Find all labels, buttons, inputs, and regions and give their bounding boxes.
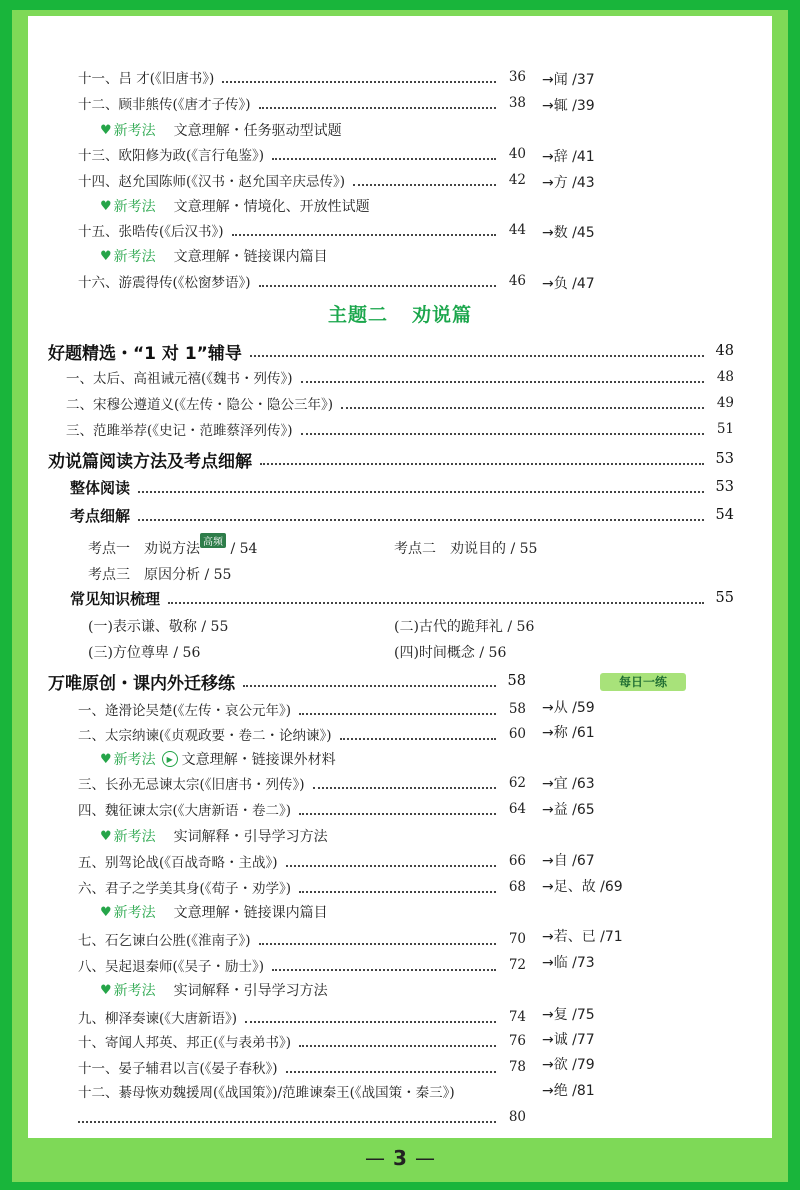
lightbulb-icon: ♥ <box>100 248 112 264</box>
entry-title: 一、太后、高祖诫元禧(《魏书・列传》) <box>66 371 293 387</box>
entry-page: 68 <box>508 879 526 895</box>
toc-entry[interactable] <box>78 850 526 872</box>
entry-title: 七、石乞谏白公胜(《淮南子》) <box>78 933 251 949</box>
dot-leader <box>232 224 496 236</box>
dot-leader <box>243 675 496 687</box>
dot-leader <box>260 453 704 465</box>
entry-title: 十六、游震得传(《松窗梦语》) <box>78 275 251 291</box>
toc-entry[interactable] <box>66 392 734 414</box>
answer-link[interactable]: →绝 /81 <box>542 1083 595 1099</box>
new-method-badge: ♥ 新考法 <box>100 751 156 768</box>
entry-page: 80 <box>508 1109 526 1125</box>
new-method-tip <box>100 980 328 1000</box>
entry-page: 46 <box>508 273 526 289</box>
dot-leader <box>299 803 496 815</box>
section-title: 万唯原创・课内外迁移练 <box>48 673 235 694</box>
lightbulb-icon: ♥ <box>100 751 112 767</box>
dot-leader <box>138 481 704 493</box>
toc-entry[interactable] <box>78 928 526 950</box>
toc-entry-multiline[interactable] <box>78 1080 526 1102</box>
dot-leader <box>222 71 496 83</box>
high-frequency-badge: 高频 <box>200 533 226 548</box>
section-title: 好题精选・“1 对 1”辅导 <box>48 343 242 364</box>
exam-point-label: 考点三 原因分析 <box>88 567 200 583</box>
entry-title: 十五、张晧传(《后汉书》) <box>78 224 224 240</box>
answer-link[interactable]: →辞 /41 <box>542 149 595 165</box>
answer-link[interactable]: →足、故 /69 <box>542 879 623 895</box>
section-heading[interactable] <box>48 670 526 692</box>
entry-title: 十一、吕 才(《旧唐书》) <box>78 71 215 87</box>
section-page: 48 <box>715 343 734 359</box>
entry-title: 三、长孙无忌谏太宗(《旧唐书・列传》) <box>78 777 305 793</box>
answer-link[interactable]: →方 /43 <box>542 175 595 191</box>
section-page: 53 <box>715 451 734 467</box>
dot-leader <box>259 97 496 109</box>
subsection-page: 53 <box>715 479 734 495</box>
new-method-badge: ♥ 新考法 <box>100 122 156 139</box>
entry-page: 78 <box>508 1059 526 1075</box>
theme-name: 劝说篇 <box>412 304 473 326</box>
entry-page: 40 <box>508 146 526 162</box>
dot-leader <box>341 397 704 409</box>
knowledge-label: (三)方位尊卑 <box>88 645 169 661</box>
dot-leader <box>286 855 496 867</box>
entry-title: 十二、顾非熊传(《唐才子传》) <box>78 97 251 113</box>
section-page: 58 <box>507 673 526 689</box>
tip-description: 文意理解・链接课外材料 <box>181 752 336 768</box>
entry-page: 36 <box>508 69 526 85</box>
new-method-tip <box>100 749 336 769</box>
subsection-title: 考点细解 <box>70 506 131 525</box>
toc-entry[interactable] <box>78 954 526 976</box>
answer-link[interactable]: →自 /67 <box>542 853 595 869</box>
section-heading[interactable] <box>48 448 734 470</box>
answer-link[interactable]: →复 /75 <box>542 1007 595 1023</box>
answer-link[interactable]: →从 /59 <box>542 700 595 716</box>
subsection-page: 54 <box>715 507 734 523</box>
subsection-heading[interactable] <box>70 504 734 526</box>
toc-entry[interactable] <box>78 169 526 191</box>
entry-page: 66 <box>508 853 526 869</box>
knowledge-page: / 56 <box>479 645 507 661</box>
toc-entry[interactable] <box>78 1056 526 1078</box>
toc-entry[interactable] <box>78 143 526 165</box>
answer-link[interactable]: →辄 /39 <box>542 98 595 114</box>
toc-entry[interactable] <box>78 66 526 88</box>
dot-leader <box>299 1035 496 1047</box>
dot-leader <box>168 592 704 604</box>
dot-leader <box>272 148 496 160</box>
entry-page: 58 <box>508 701 526 717</box>
entry-title: 十、寄闻人邦英、邦正(《与表弟书》) <box>78 1035 292 1051</box>
lightbulb-icon: ♥ <box>100 904 112 920</box>
entry-page: 51 <box>716 421 734 437</box>
subsection-heading[interactable] <box>70 587 734 609</box>
new-method-tip <box>100 196 370 216</box>
toc-entry[interactable] <box>78 723 526 745</box>
answer-link[interactable]: →临 /73 <box>542 955 595 971</box>
entry-page: 70 <box>508 931 526 947</box>
answer-link[interactable]: →数 /45 <box>542 225 595 241</box>
tip-description: 实词解释・引导学习方法 <box>173 983 328 999</box>
new-method-badge: ♥ 新考法 <box>100 904 156 921</box>
subsection-page: 55 <box>715 590 734 606</box>
entry-page: 72 <box>508 957 526 973</box>
entry-title: 五、别驾论战(《百战奇略・主战》) <box>78 855 278 871</box>
dot-leader <box>245 1011 496 1023</box>
lightbulb-icon: ♥ <box>100 982 112 998</box>
entry-page: 38 <box>508 95 526 111</box>
toc-entry[interactable] <box>78 1006 526 1028</box>
dot-leader <box>301 423 704 435</box>
new-method-badge: ♥ 新考法 <box>100 248 156 265</box>
tip-description: 文意理解・任务驱动型试题 <box>173 123 342 139</box>
answer-link[interactable]: →诚 /77 <box>542 1032 595 1048</box>
answer-link[interactable]: →负 /47 <box>542 276 595 292</box>
dot-leader <box>259 275 496 287</box>
dot-leader <box>353 174 496 186</box>
entry-page: 44 <box>508 222 526 238</box>
play-icon: ▶ <box>162 751 178 767</box>
new-method-badge: ♥ 新考法 <box>100 198 156 215</box>
page-number <box>0 1146 800 1170</box>
section-title: 劝说篇阅读方法及考点细解 <box>48 451 252 472</box>
toc-entry[interactable] <box>66 366 734 388</box>
toc-entry[interactable] <box>78 772 526 794</box>
entry-page: 62 <box>508 775 526 791</box>
knowledge-item[interactable] <box>88 616 228 636</box>
answer-link[interactable]: →宜 /63 <box>542 776 595 792</box>
toc-entry[interactable] <box>78 270 526 292</box>
new-method-tip <box>100 902 328 922</box>
exam-point-label: 考点一 劝说方法 <box>88 541 200 557</box>
tip-description: 文意理解・链接课内篇目 <box>173 905 328 921</box>
entry-page: 64 <box>508 801 526 817</box>
toc-entry[interactable] <box>78 219 526 241</box>
dot-leader <box>138 509 704 521</box>
knowledge-page: / 55 <box>201 619 229 635</box>
entry-page: 49 <box>716 395 734 411</box>
answer-link[interactable]: →称 /61 <box>542 725 595 741</box>
dot-leader <box>250 345 704 357</box>
entry-title: 二、宋穆公遵道义(《左传・隐公・隐公三年》) <box>66 397 334 413</box>
daily-practice-badge: 每日一练 <box>600 673 686 691</box>
dash-right: — <box>414 1146 435 1170</box>
new-method-tip <box>100 246 328 266</box>
exam-point-item[interactable] <box>394 538 537 558</box>
exam-point-page: / 55 <box>204 567 232 583</box>
new-method-badge: ♥ 新考法 <box>100 982 156 999</box>
knowledge-label: (一)表示谦、敬称 <box>88 619 197 635</box>
dot-leader <box>259 933 496 945</box>
dot-leader <box>340 728 496 740</box>
entry-title: 八、吴起退秦师(《吴子・励士》) <box>78 959 265 975</box>
entry-title: 二、太宗纳谏(《贞观政要・卷二・论纳谏》) <box>78 728 332 744</box>
exam-point-item[interactable] <box>88 538 257 558</box>
dot-leader <box>286 1061 496 1073</box>
answer-link[interactable]: →闻 /37 <box>542 72 595 88</box>
subsection-heading[interactable] <box>70 476 734 498</box>
dot-leader <box>78 1111 496 1123</box>
dot-leader <box>299 703 496 715</box>
entry-title: 十二、綦母恢劝魏援周(《战国策》)/范雎谏秦王(《战国策・秦三》) <box>78 1085 455 1101</box>
toc-entry[interactable] <box>78 876 526 898</box>
toc-entry[interactable] <box>78 798 526 820</box>
exam-point-page: / 55 <box>510 541 538 557</box>
dot-leader <box>299 881 496 893</box>
toc-entry-continuation[interactable] <box>78 1106 526 1128</box>
tip-description: 文意理解・链接课内篇目 <box>173 249 328 265</box>
dash-left: — <box>365 1146 386 1170</box>
answer-link[interactable]: →若、已 /71 <box>542 929 623 945</box>
entry-title: 六、君子之学美其身(《荀子・劝学》) <box>78 881 292 897</box>
toc-entry[interactable] <box>78 92 526 114</box>
theme-heading <box>0 300 800 327</box>
lightbulb-icon: ♥ <box>100 198 112 214</box>
lightbulb-icon: ♥ <box>100 828 112 844</box>
entry-page: 48 <box>716 369 734 385</box>
entry-title: 三、范雎举荐(《史记・范雎蔡泽列传》) <box>66 423 293 439</box>
subsection-title: 整体阅读 <box>70 478 131 497</box>
entry-title: 十一、晏子辅君以言(《晏子春秋》) <box>78 1061 278 1077</box>
knowledge-item[interactable] <box>394 642 506 662</box>
answer-link[interactable]: →欲 /79 <box>542 1057 595 1073</box>
entry-title: 十三、欧阳修为政(《言行龟鉴》) <box>78 148 265 164</box>
page-number-value: 3 <box>393 1146 407 1170</box>
toc-entry[interactable] <box>78 698 526 720</box>
knowledge-item[interactable] <box>88 642 200 662</box>
tip-description: 实词解释・引导学习方法 <box>173 829 328 845</box>
exam-point-label: 考点二 劝说目的 <box>394 541 506 557</box>
knowledge-page: / 56 <box>173 645 201 661</box>
answer-link[interactable]: →益 /65 <box>542 802 595 818</box>
section-heading[interactable] <box>48 340 734 362</box>
lightbulb-icon: ♥ <box>100 122 112 138</box>
exam-point-item[interactable] <box>88 564 231 584</box>
tip-description: 文意理解・情境化、开放性试题 <box>173 199 370 215</box>
entry-title: 四、魏征谏太宗(《大唐新语・卷二》) <box>78 803 292 819</box>
entry-page: 60 <box>508 726 526 742</box>
dot-leader <box>301 371 704 383</box>
exam-point-page: / 54 <box>230 541 258 557</box>
knowledge-page: / 56 <box>507 619 535 635</box>
entry-page: 42 <box>508 172 526 188</box>
toc-entry[interactable] <box>66 418 734 440</box>
entry-title: 九、柳泽奏谏(《大唐新语》) <box>78 1011 238 1027</box>
entry-title: 十四、赵允国陈师(《汉书・赵允国辛庆忌传》) <box>78 174 346 190</box>
knowledge-label: (四)时间概念 <box>394 645 475 661</box>
dot-leader <box>272 959 496 971</box>
entry-title: 一、逄滑论吴楚(《左传・哀公元年》) <box>78 703 292 719</box>
entry-page: 76 <box>508 1033 526 1049</box>
toc-entry[interactable] <box>78 1030 526 1052</box>
new-method-badge: ♥ 新考法 <box>100 828 156 845</box>
knowledge-label: (二)古代的跪拜礼 <box>394 619 503 635</box>
new-method-tip <box>100 826 328 846</box>
entry-page: 74 <box>508 1009 526 1025</box>
dot-leader <box>313 777 496 789</box>
theme-part: 主题二 <box>327 304 388 326</box>
knowledge-item[interactable] <box>394 616 534 636</box>
subsection-title: 常见知识梳理 <box>70 589 161 608</box>
new-method-tip <box>100 120 342 140</box>
